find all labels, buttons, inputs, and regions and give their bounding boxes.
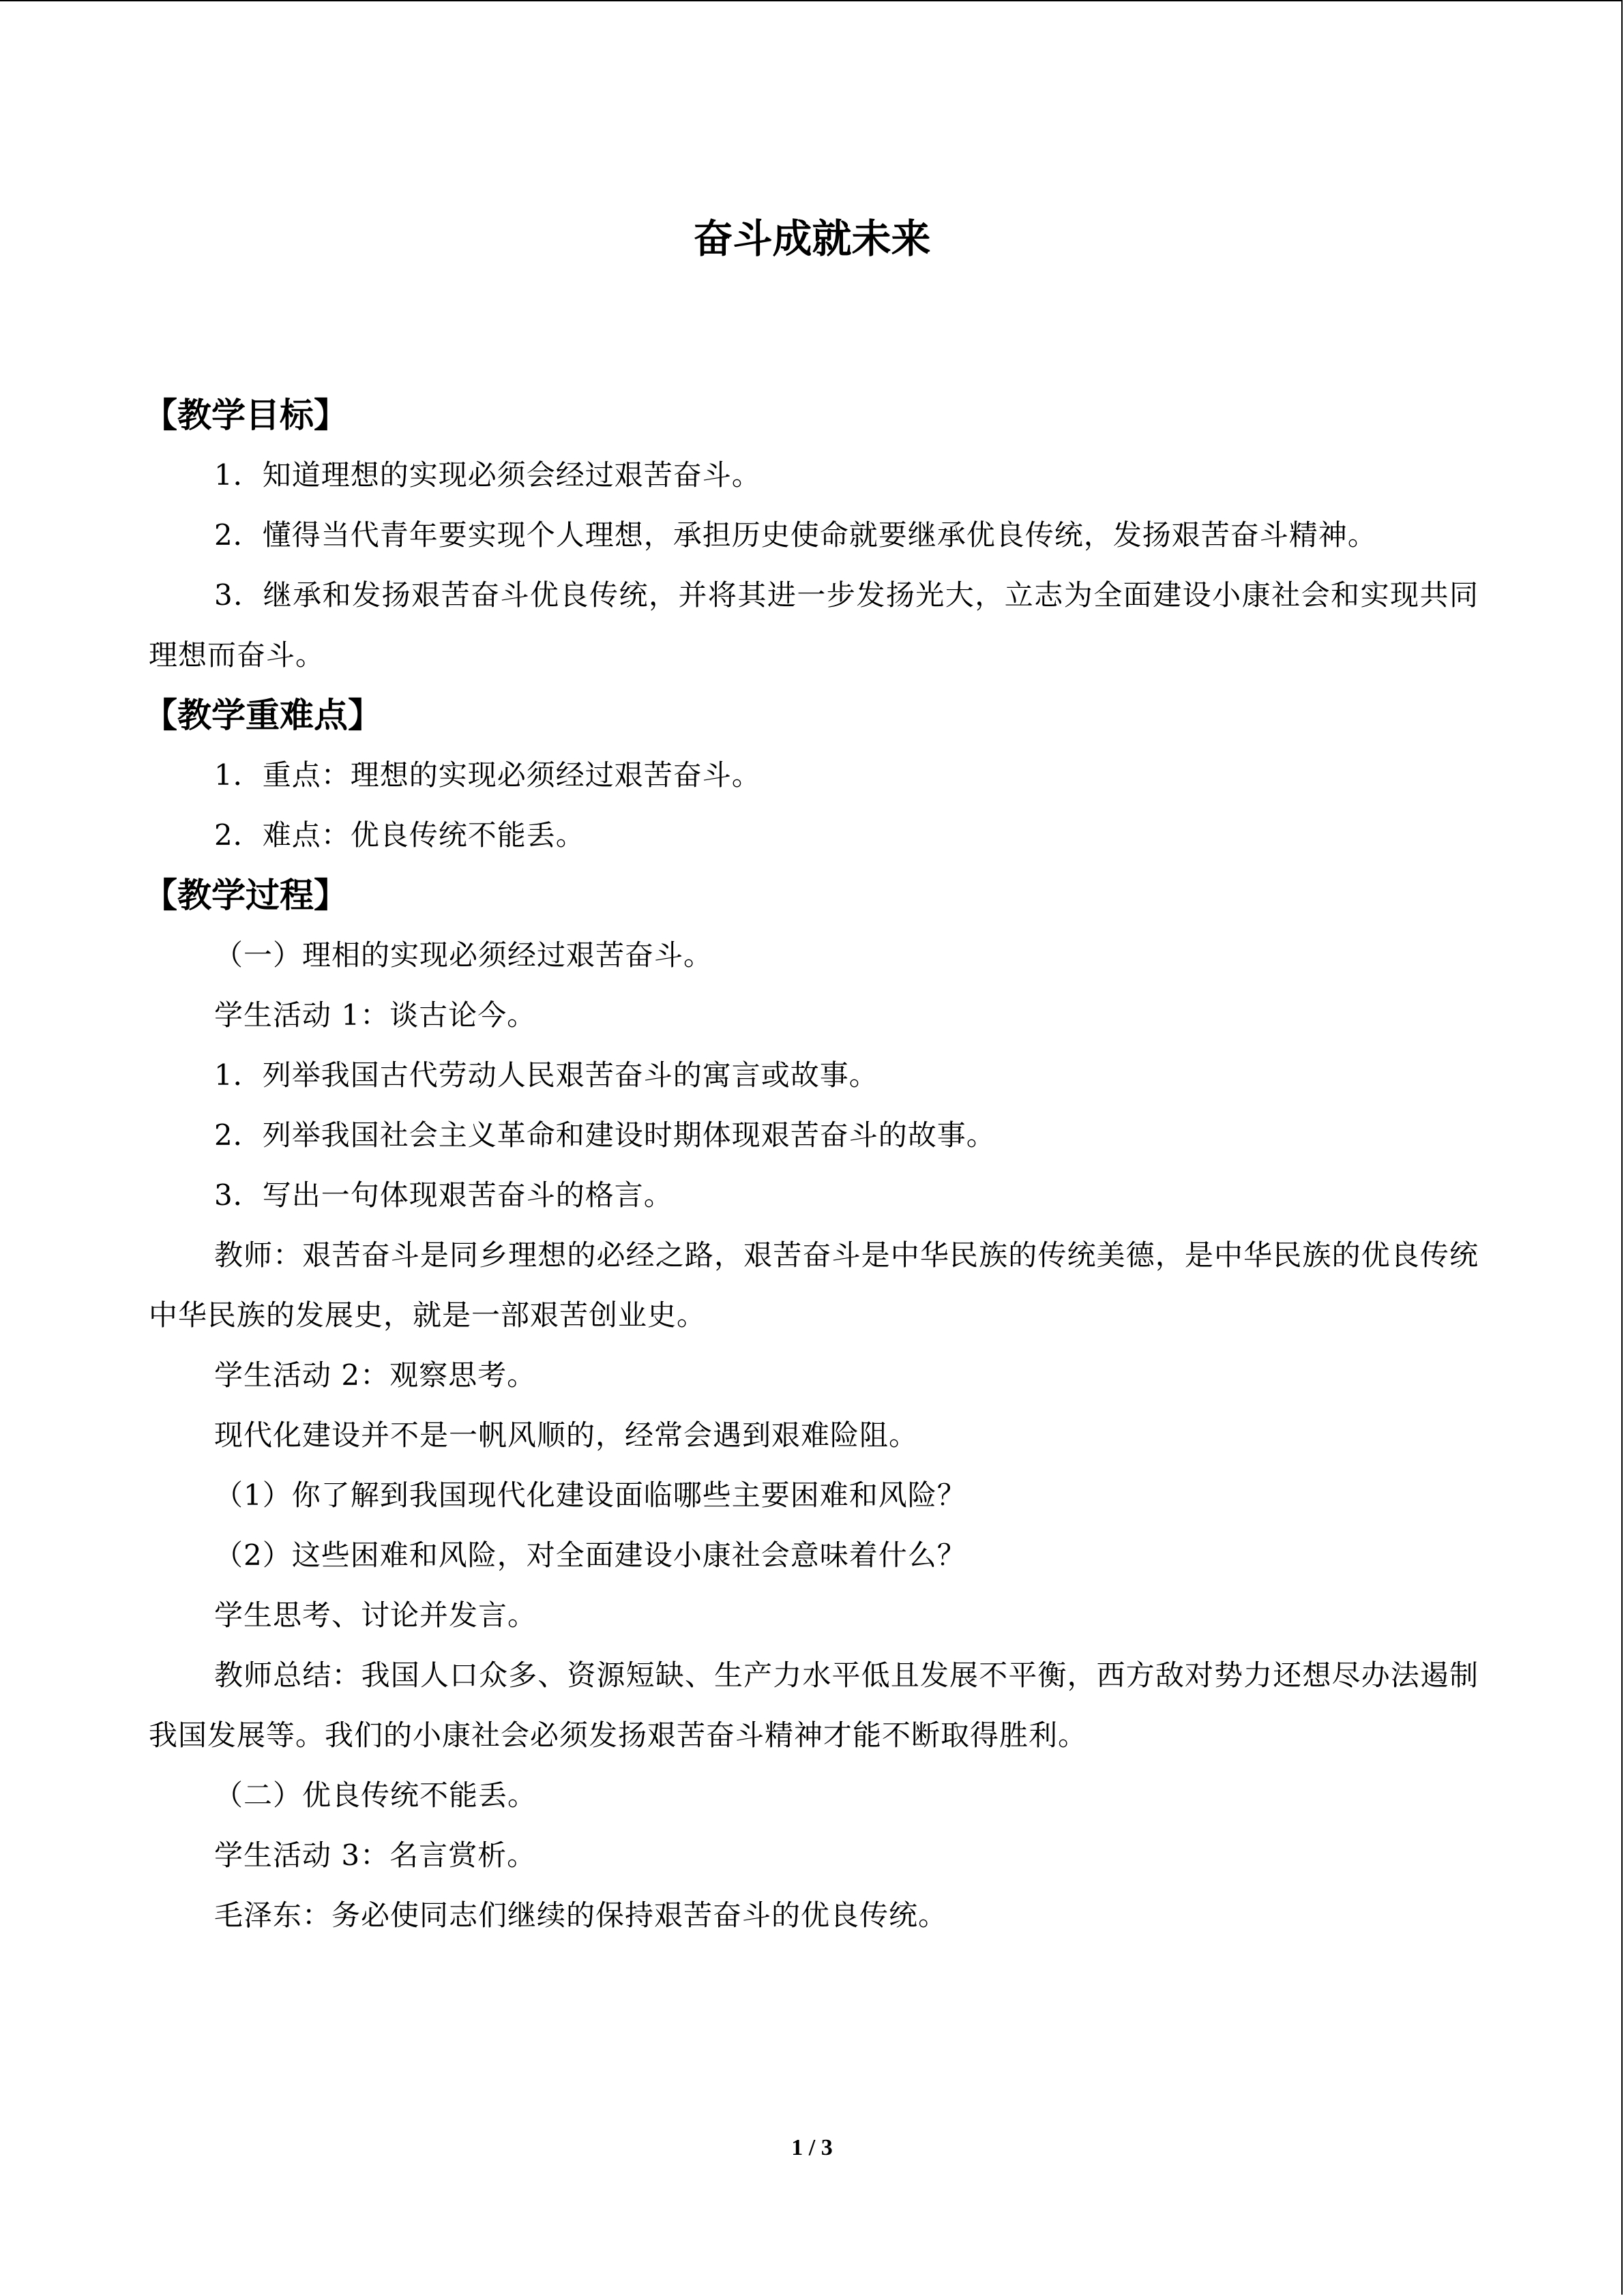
process-paragraph: （二）优良传统不能丢。: [214, 1778, 537, 1812]
page-number: 1 / 3: [791, 2135, 833, 2160]
process-paragraph: 毛泽东：务必使同志们继续的保持艰苦奋斗的优良传统。: [214, 1898, 948, 1932]
process-paragraph: 学生活动 1：谈古论今。: [214, 998, 537, 1032]
process-paragraph: （2）这些困难和风险，对全面建设小康社会意味着什么？: [214, 1538, 966, 1572]
key-point-item: 1．重点：理想的实现必须经过艰苦奋斗。: [214, 758, 761, 792]
process-paragraph: 1．列举我国古代劳动人民艰苦奋斗的寓言或故事。: [214, 1058, 879, 1092]
objective-item: 2．懂得当代青年要实现个人理想，承担历史使命就要继承优良传统，发扬艰苦奋斗精神。: [214, 518, 1377, 552]
key-point-item: 2．难点：优良传统不能丢。: [214, 818, 585, 852]
section-heading-objectives: 【教学目标】: [143, 396, 348, 435]
process-paragraph: 2．列举我国社会主义革命和建设时期体现艰苦奋斗的故事。: [214, 1118, 996, 1152]
process-paragraph: 现代化建设并不是一帆风顺的，经常会遇到艰难险阻。: [214, 1418, 919, 1452]
process-paragraph: 教师总结：我国人口众多、资源短缺、生产力水平低且发展不平衡，西方敌对势力还想尽办法遏制我国发展等。我们的小康社会必须发扬艰苦奋斗精神才能不断取得胜利。: [149, 1658, 1479, 1752]
process-paragraph: 学生思考、讨论并发言。: [214, 1598, 537, 1632]
objective-item: 1．知道理想的实现必须会经过艰苦奋斗。: [214, 458, 761, 492]
document-body: [143, 385, 1479, 1945]
process-paragraph: 学生活动 3：名言赏析。: [214, 1838, 537, 1872]
section-heading-key-points: 【教学重难点】: [143, 696, 382, 735]
section-heading-process: 【教学过程】: [143, 876, 348, 915]
process-paragraph: 学生活动 2：观察思考。: [214, 1358, 537, 1392]
process-paragraph: （一）理相的实现必须经过艰苦奋斗。: [214, 938, 713, 972]
process-paragraph: 3．写出一句体现艰苦奋斗的格言。: [214, 1178, 673, 1212]
process-paragraph: （1）你了解到我国现代化建设面临哪些主要困难和风险？: [214, 1478, 966, 1512]
process-paragraph: 教师：艰苦奋斗是同乡理想的必经之路，艰苦奋斗是中华民族的传统美德，是中华民族的优良传统中华民族的发展史，就是一部艰苦创业史。: [149, 1238, 1479, 1332]
document-title: 奋斗成就未来: [693, 215, 931, 262]
objective-item: 3．继承和发扬艰苦奋斗优良传统，并将其进一步发扬光大，立志为全面建设小康社会和实现共同理想而奋斗。: [149, 578, 1479, 672]
